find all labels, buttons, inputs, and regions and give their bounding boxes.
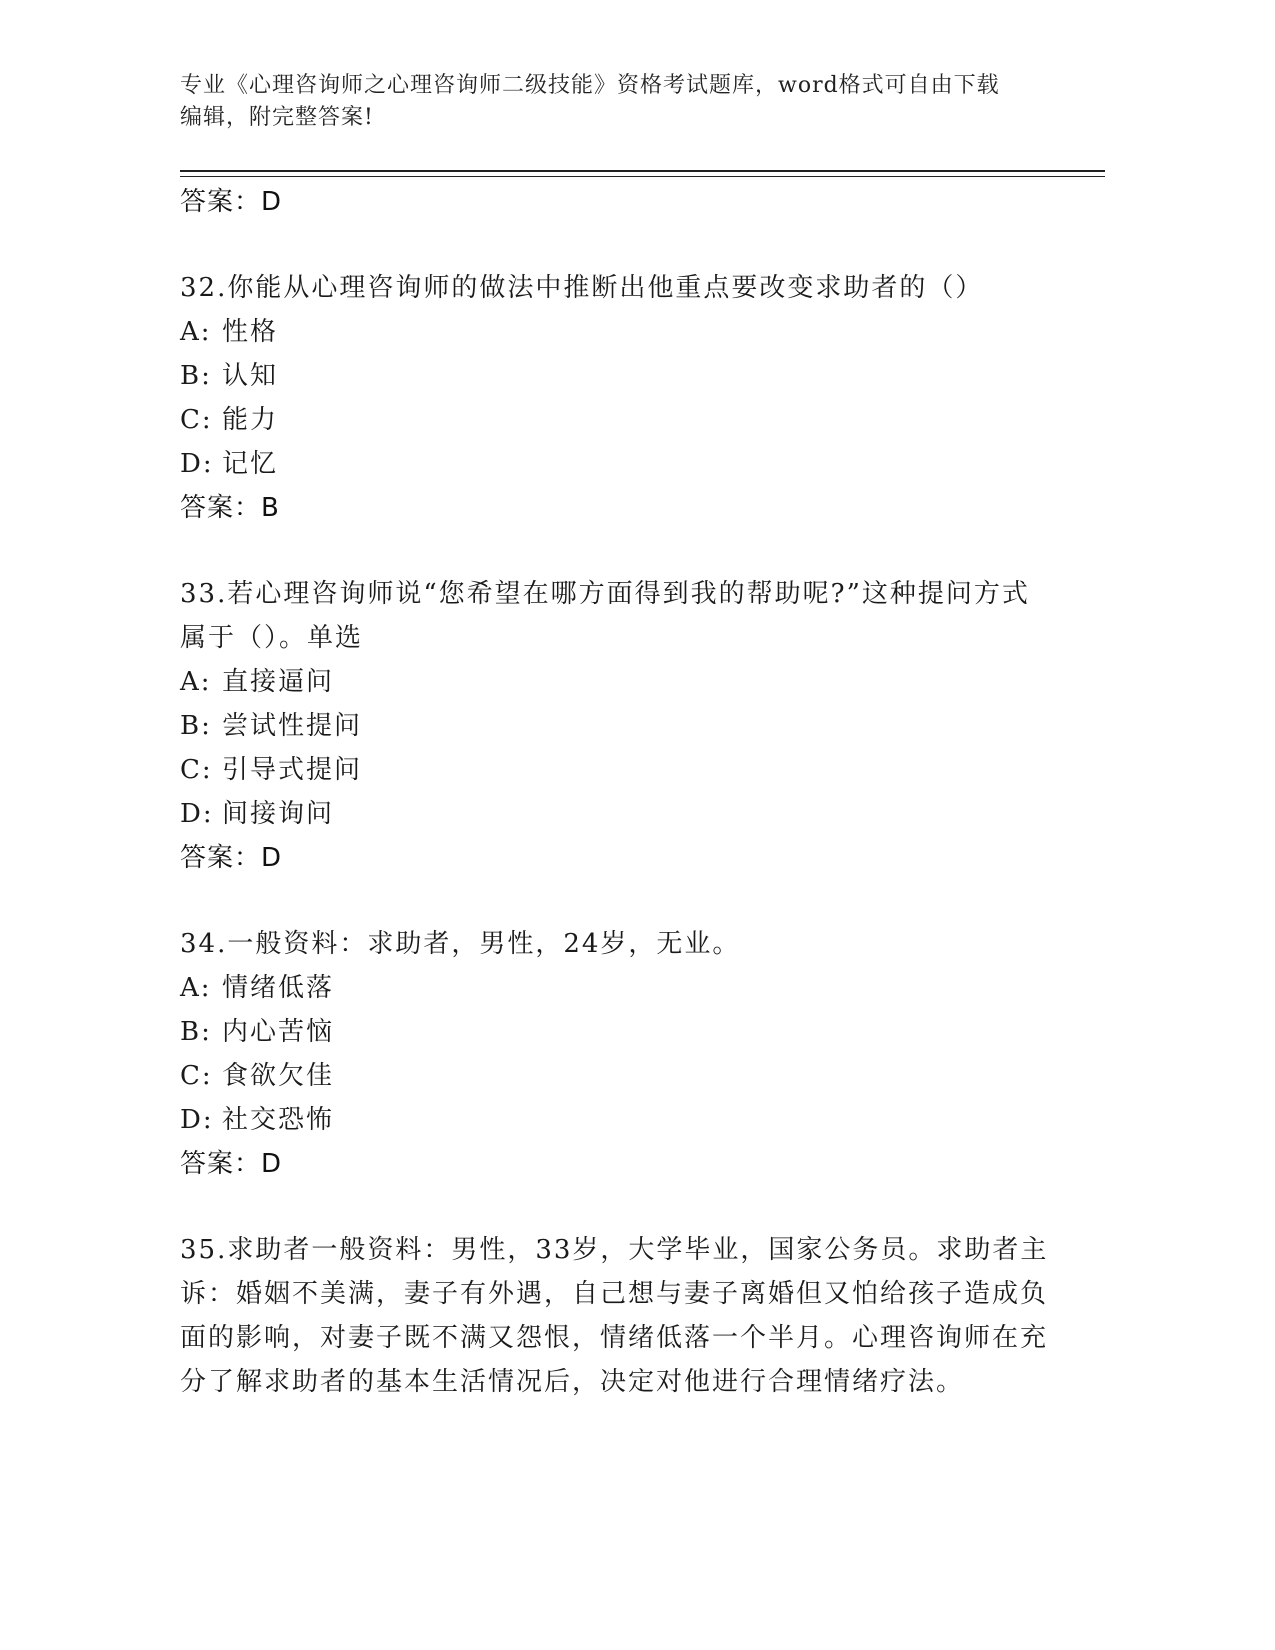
option-text: 直接逼问 [222,667,335,697]
question-32 [180,266,1050,530]
option-text: 尝试性提问 [222,711,363,741]
answer-line: 答案：D [180,1149,283,1179]
option-c [180,398,1050,442]
option-letter: C: [180,405,213,435]
option-d [180,442,1050,486]
document-header [180,70,1040,134]
header-divider-thick [180,170,1105,172]
question-35 [180,1228,1050,1404]
option-letter: B: [180,1017,212,1047]
option-b [180,354,1050,398]
option-a [180,660,1050,704]
option-text: 情绪低落 [222,973,335,1003]
option-text: 间接询问 [222,799,335,829]
question-34 [180,922,1050,1186]
option-text: 记忆 [222,449,279,479]
option-letter: A: [180,667,212,697]
option-text: 社交恐怖 [222,1105,335,1135]
option-letter: B: [180,361,212,391]
option-letter: D: [180,799,214,829]
option-d [180,792,1050,836]
option-letter: A: [180,317,212,347]
option-text: 认知 [222,361,279,391]
option-a [180,966,1050,1010]
answer-line: 答案：B [180,493,280,523]
option-letter: C: [180,755,213,785]
option-b [180,1010,1050,1054]
option-text: 食欲欠佳 [222,1061,335,1091]
question-stem: 32.你能从心理咨询师的做法中推断出他重点要改变求助者的（） [180,273,984,303]
header-line-2: 编辑，附完整答案! [180,105,374,130]
option-c [180,1054,1050,1098]
option-text: 性格 [222,317,279,347]
option-b [180,704,1050,748]
option-text: 引导式提问 [222,755,363,785]
question-stem: 35.求助者一般资料：男性，33岁，大学毕业，国家公务员。求助者主诉：婚姻不美满，妻子有外遇，自己想与妻子离婚但又怕给孩子造成负面的影响，对妻子既不满又怨恨，情绪低落一个半月。心理咨询师在充分了解求助者的基本生活情况后，决定对他进行合理情绪疗法。 [180,1235,1049,1397]
question-stem: 34.一般资料：求助者，男性，24岁，无业。 [180,929,741,959]
option-letter: D: [180,449,214,479]
option-letter: D: [180,1105,214,1135]
option-letter: C: [180,1061,213,1091]
question-list [180,180,1050,1446]
option-letter: B: [180,711,212,741]
header-line-1: 专业《心理咨询师之心理咨询师二级技能》资格考试题库，word格式可自由下载 [180,73,1000,98]
option-text: 内心苦恼 [222,1017,335,1047]
option-a [180,310,1050,354]
answer-line: 答案：D [180,187,283,217]
header-divider-thin [180,176,1105,177]
question-33 [180,572,1050,880]
answer-line: 答案：D [180,843,283,873]
option-letter: A: [180,973,212,1003]
option-text: 能力 [222,405,279,435]
option-c [180,748,1050,792]
option-d [180,1098,1050,1142]
question-stem: 33.若心理咨询师说“您希望在哪方面得到我的帮助呢?”这种提问方式属于（）。单选 [180,579,1030,653]
